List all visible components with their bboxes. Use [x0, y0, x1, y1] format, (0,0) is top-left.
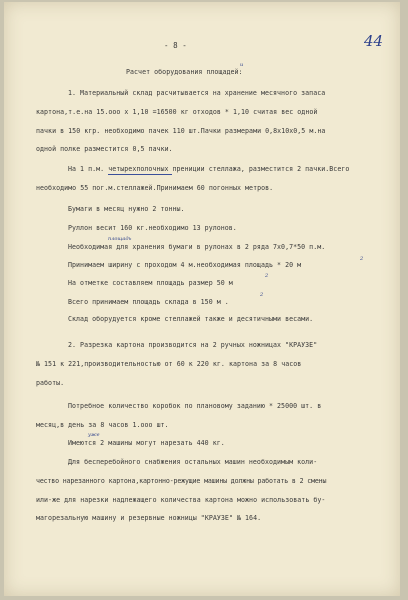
- paragraph-line: На 1 п.м. четырехполочных прениции стеллажа, разместится 2 пачки.Всего: [68, 165, 350, 173]
- handwritten-note-machines: уже: [88, 432, 100, 438]
- paragraph-line: 1. Материальный склад расчитывается на хранение месячного запаса: [68, 89, 326, 97]
- paragraph-line: пачки в 150 кгр. необходимо пачек 110 шт.Пачки размерами 0,8х10х0,5 м.на: [36, 127, 326, 135]
- handwritten-note-area: площадь: [108, 236, 132, 242]
- paragraph-line: Необходимая для хранения бумаги в рулонах в 2 ряда 7х0,7*50 п.м.: [68, 243, 326, 251]
- paragraph-line: работы.: [36, 379, 65, 387]
- paragraph-line: картона,т.е.на 15.ооо х 1,10 =16500 кг отходов * 1,10 считая вес одной: [36, 108, 318, 116]
- handwritten-superscript: 2: [260, 292, 264, 298]
- paragraph-line: 2. Разрезка картона производится на 2 ручных ножницах "КРАУЗЕ": [68, 341, 318, 349]
- paragraph-line: Принимаем ширину с проходом 4 м.необходимая площадь * 20 м: [68, 261, 302, 269]
- handwritten-note-heading: и: [240, 62, 244, 68]
- document-page: [4, 2, 400, 596]
- paragraph-line: месяц,в день за 8 часов 1.ооо шт.: [36, 421, 169, 429]
- paragraph-line: № 151 к 221,производительностью от 60 к 220 кг. картона за 8 часов: [36, 360, 302, 368]
- paragraph-line: Бумаги в месяц нужно 2 тонны.: [68, 205, 185, 213]
- section-heading: Расчет оборудования площадей:: [126, 68, 243, 76]
- paragraph-line: Склад оборудуется кроме стеллажей также и десятичными весами.: [68, 315, 314, 323]
- handwritten-superscript: 2: [265, 273, 269, 279]
- paragraph-line: На отметке составляем площадь размер 50 м: [68, 279, 233, 287]
- paragraph-line: Для бесперебойного снабжения остальных машин необходимым коли-: [68, 458, 318, 466]
- paragraph-line: Имеются 2 машины могут нарезать 440 кг.: [68, 439, 225, 447]
- paragraph-line: чество нарезанного картона,картонно-режущие машины должны работать в 2 смены: [36, 477, 327, 485]
- paragraph-line: магорезальную машину и резервные ножницы "КРАУЗЕ" № 164.: [36, 514, 262, 522]
- paragraph-line: Потребное количество коробок по плановому заданию * 25000 шт. в: [68, 402, 322, 410]
- handwritten-page-number: 44: [364, 32, 384, 50]
- paragraph-line: одной полке разместится 0,5 пачки.: [36, 145, 173, 153]
- handwritten-underline: [108, 174, 172, 175]
- paragraph-line: необходимо 55 пог.м.стеллажей.Принимаем 60 погонных метров.: [36, 184, 274, 192]
- handwritten-superscript: 2: [360, 256, 364, 262]
- paragraph-line: Всего принимаем площадь склада в 150 м .: [68, 298, 229, 306]
- page-number: - 8 -: [164, 41, 187, 50]
- paragraph-line: Руллон весит 160 кг.необходимо 13 рулонов.: [68, 224, 237, 232]
- paragraph-line: или-же для нарезки надлежащего количества картона можно использовать бу-: [36, 496, 326, 504]
